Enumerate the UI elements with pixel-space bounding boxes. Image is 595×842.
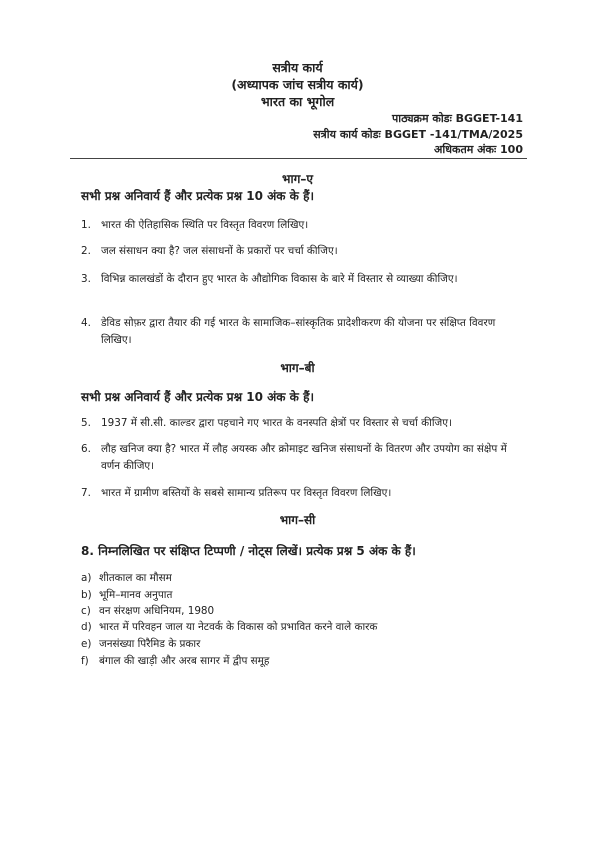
short-note-a (81, 570, 172, 586)
course-code: पाठ्यक्रम कोडः BGGET-141 (392, 112, 523, 125)
question-text: लौह खनिज क्या है? भारत में लौह अयस्क और क्रोमाइट खनिज संसाधनों के वितरण और उपयोग का संक्षेप में वर्णन कीजिए। (101, 443, 507, 472)
question-5 (81, 415, 527, 432)
item-text: शीतकाल का मौसम (99, 572, 172, 584)
question-number: 1. (81, 219, 91, 231)
item-text: बंगाल की खाड़ी और अरब सागर में द्वीप समूह (99, 655, 270, 667)
question-number: 3. (81, 273, 91, 285)
header-divider (70, 158, 527, 159)
title-line-2: (अध्यापक जांच सत्रीय कार्य) (231, 77, 364, 92)
question-6 (81, 441, 527, 475)
question-text: भारत में ग्रामीण बस्तियों के सबसे सामान्य प्रतिरूप पर विस्तृत विवरण लिखिए। (101, 487, 392, 499)
question-3 (81, 271, 527, 288)
question-text: विभिन्न कालखंडों के दौरान हुए भारत के औद्योगिक विकास के बारे में विस्तार से व्याख्या कीजिए। (101, 273, 458, 285)
item-text: जनसंख्या पिरैमिड के प्रकार (99, 638, 201, 650)
question-number: 4. (81, 317, 91, 329)
question-4 (81, 315, 527, 349)
short-note-b (81, 587, 172, 603)
short-note-c (81, 603, 214, 619)
title-line-1: सत्रीय कार्य (272, 60, 323, 75)
item-letter: a) (81, 572, 92, 584)
section-b-instruction: सभी प्रश्न अनिवार्य हैं और प्रत्येक प्रश्न 10 अंक के हैं। (81, 390, 314, 404)
question-text: डेविड सोफ़र द्वारा तैयार की गई भारत के सामाजिक–सांस्कृतिक प्रादेशीकरण की योजना पर संक्षिप्त विवरण लिखिए। (101, 317, 496, 346)
question-text: भारत की ऐतिहासिक स्थिति पर विस्तृत विवरण लिखिए। (101, 219, 309, 231)
question-7 (81, 485, 527, 502)
question-2 (81, 243, 527, 260)
item-letter: c) (81, 605, 91, 617)
item-letter: d) (81, 621, 92, 633)
section-c-title: भाग–सी (279, 513, 316, 527)
question-text: जल संसाधन क्या है? जल संसाधनों के प्रकारों पर चर्चा कीजिए। (101, 245, 338, 257)
item-text: भारत में परिवहन जाल या नेटवर्क के विकास को प्रभावित करने वाले कारक (99, 621, 378, 633)
question-number: 2. (81, 245, 91, 257)
course-title: भारत का भूगोल (260, 94, 335, 109)
question-number: 7. (81, 487, 91, 499)
section-a-title: भाग–ए (282, 172, 313, 186)
question-number: 5. (81, 417, 91, 429)
question-number: 6. (81, 443, 91, 455)
item-letter: b) (81, 589, 92, 601)
short-note-d (81, 619, 377, 635)
section-c-instruction: 8. निम्नलिखित पर संक्षिप्त टिप्पणी / नोट्स लिखें। प्रत्येक प्रश्न 5 अंक के हैं। (81, 544, 416, 558)
item-text: वन संरक्षण अधिनियम, 1980 (99, 605, 215, 617)
question-text: 1937 में सी.सी. काल्डर द्वारा पहचाने गए भारत के वनस्पति क्षेत्रों पर विस्तार से चर्चा कीजिए। (101, 417, 452, 429)
short-note-f (81, 653, 269, 669)
question-1 (81, 217, 527, 234)
max-marks: अधिकतम अंकः 100 (433, 143, 523, 156)
item-text: भूमि–मानव अनुपात (99, 589, 173, 601)
item-letter: f) (81, 655, 89, 667)
item-letter: e) (81, 638, 92, 650)
assignment-code: सत्रीय कार्य कोडः BGGET -141/TMA/2025 (313, 128, 523, 141)
short-note-e (81, 636, 200, 652)
section-a-instruction: सभी प्रश्न अनिवार्य हैं और प्रत्येक प्रश्न 10 अंक के हैं। (81, 189, 314, 203)
section-b-title: भाग–बी (280, 361, 315, 375)
